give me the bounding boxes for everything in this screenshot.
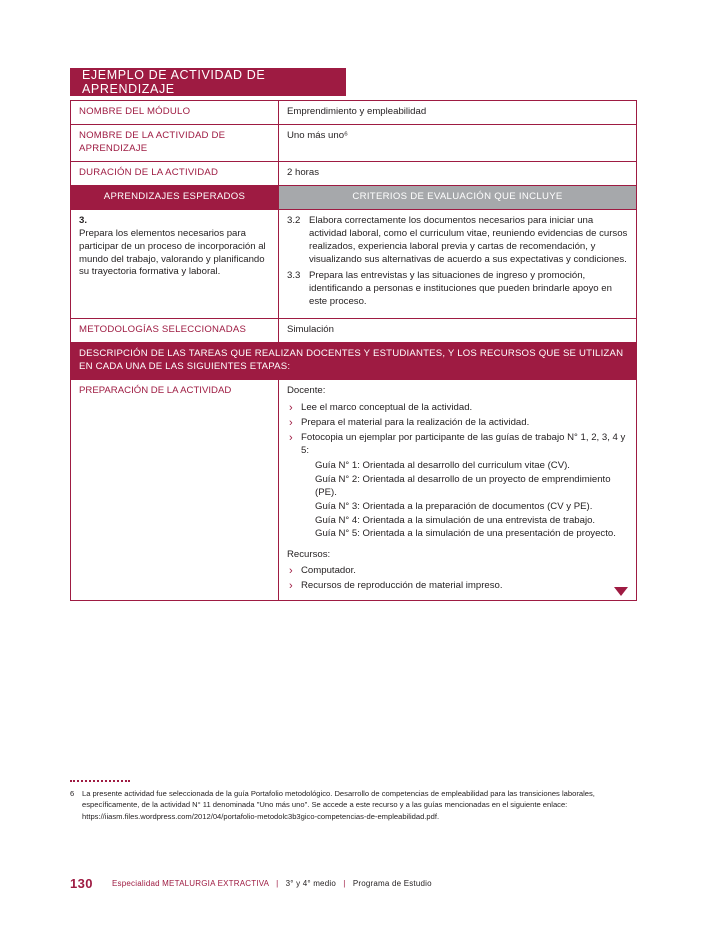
row-label-nombre-actividad: NOMBRE DE LA ACTIVIDAD DE APRENDIZAJE (71, 124, 279, 161)
page-number: 130 (70, 876, 93, 891)
footer-specialty: Especialidad METALURGIA EXTRACTIVA (112, 879, 269, 888)
list-item: › Recursos de reproducción de material impreso. (287, 580, 628, 593)
row-label-metodologias: METODOLOGÍAS SELECCIONADAS (71, 319, 279, 343)
guia-item: Guía N° 3: Orientada a la preparación de documentos (CV y PE). (315, 500, 593, 512)
guia-item: Guía N° 5: Orientada a la simulación de una presentación de proyecto. (315, 528, 616, 540)
cell-aprendizaje (71, 209, 279, 319)
table-header-row (71, 185, 637, 209)
row-value-nombre-actividad: Uno más uno⁶ (279, 124, 637, 161)
row-value-metodologias: Simulación (279, 319, 637, 343)
page-footer (112, 879, 432, 888)
list-item: › Lee el marco conceptual de la actividad. (287, 402, 628, 415)
list-item: › Fotocopia un ejemplar por participante de las guías de trabajo N° 1, 2, 3, 4 y 5: (287, 432, 628, 458)
triangle-down-icon (614, 587, 628, 596)
recursos-list (287, 565, 628, 593)
row-label-duracion: DURACIÓN DE LA ACTIVIDAD (71, 161, 279, 185)
guia-item: Guía N° 4: Orientada a la simulación de una entrevista de trabajo. (315, 514, 596, 526)
footnote-number: 6 (70, 789, 75, 798)
aprendizaje-text: Prepara los elementos necesarios para participar de un proceso de incorporación al mundo del trabajo, valorando y planificando su trayectoria formativa y laboral. (79, 227, 266, 278)
table-row (71, 101, 637, 125)
table-row (71, 319, 637, 343)
footer-program: Programa de Estudio (352, 879, 432, 888)
activity-table (70, 100, 637, 601)
etapa-task-list (287, 402, 628, 458)
guia-item: Guía N° 2: Orientada al desarrollo de un proyecto de emprendimiento (PE). (315, 473, 611, 498)
criterio-item (287, 270, 628, 309)
guia-item: Guía N° 1: Orientada al desarrollo del curriculum vitae (CV). (315, 459, 570, 471)
header-criterios-evaluacion: CRITERIOS DE EVALUACIÓN QUE INCLUYE (279, 185, 637, 209)
footer-separator-2: | (338, 879, 351, 888)
recursos-label: Recursos: (287, 549, 331, 561)
aprendizaje-number: 3. (79, 214, 88, 226)
header-descripcion-tareas: DESCRIPCIÓN DE LAS TAREAS QUE REALIZAN DOCENTES Y ESTUDIANTES, Y LOS RECURSOS QUE SE UTILIZAN EN CADA UNA DE LAS SIGUIENTES ETAPAS: (71, 343, 637, 380)
list-item: › Computador. (287, 565, 628, 578)
row-value-modulo: Emprendimiento y empleabilidad (279, 101, 637, 125)
row-value-duracion: 2 horas (279, 161, 637, 185)
criterio-item (287, 215, 628, 267)
page-title: EJEMPLO DE ACTIVIDAD DE APRENDIZAJE (82, 68, 266, 96)
criterio-text: Prepara las entrevistas y las situaciones de ingreso y promoción, identificando a personas e instituciones que pueden brindarle apoyo en este proceso. (309, 270, 612, 308)
table-row (71, 161, 637, 185)
footer-level: 3° y 4° medio (285, 879, 336, 888)
criterio-number: 3.3 (287, 270, 301, 282)
list-item: › Prepara el material para la realización de la actividad. (287, 417, 628, 430)
footnote (70, 788, 636, 822)
cell-criterios (279, 209, 637, 319)
row-label-modulo: NOMBRE DEL MÓDULO (71, 101, 279, 125)
table-row-etapa (71, 380, 637, 601)
table-row (71, 124, 637, 161)
page-title-banner (70, 68, 346, 96)
criterio-text: Elabora correctamente los documentos necesarios para iniciar una actividad laboral, como el curriculum vitae, reuniendo evidencias de cursos realizados, experiencia laboral previa y cartas de recomendación, y visualizando sus alternativas de acuerdo a sus expectativas y condiciones. (309, 214, 628, 265)
guias-list (287, 460, 628, 542)
etapa-label: PREPARACIÓN DE LA ACTIVIDAD (71, 380, 279, 601)
header-aprendizajes-esperados: APRENDIZAJES ESPERADOS (71, 185, 279, 209)
footnote-text: La presente actividad fue seleccionada de la guía Portafolio metodológico. Desarrollo de competencias de empleabilidad para las transiciones laborales, específicamente, de la actividad N° 11 denominada "Uno más uno". Se accede a este recurso y a las guías mencionadas en el siguiente enlace: https://iiasm.files.wordpress.com/2012/04/portafolio-metodolc3b3gico-competencias-de-empleabilidad.pdf. (82, 789, 595, 821)
table-header-row-full (71, 343, 637, 380)
etapa-content (279, 380, 637, 601)
table-row-content (71, 209, 637, 319)
footnote-divider (70, 780, 130, 782)
criterio-number: 3.2 (287, 214, 301, 226)
footer-separator-1: | (271, 879, 284, 888)
etapa-role: Docente: (287, 385, 326, 397)
